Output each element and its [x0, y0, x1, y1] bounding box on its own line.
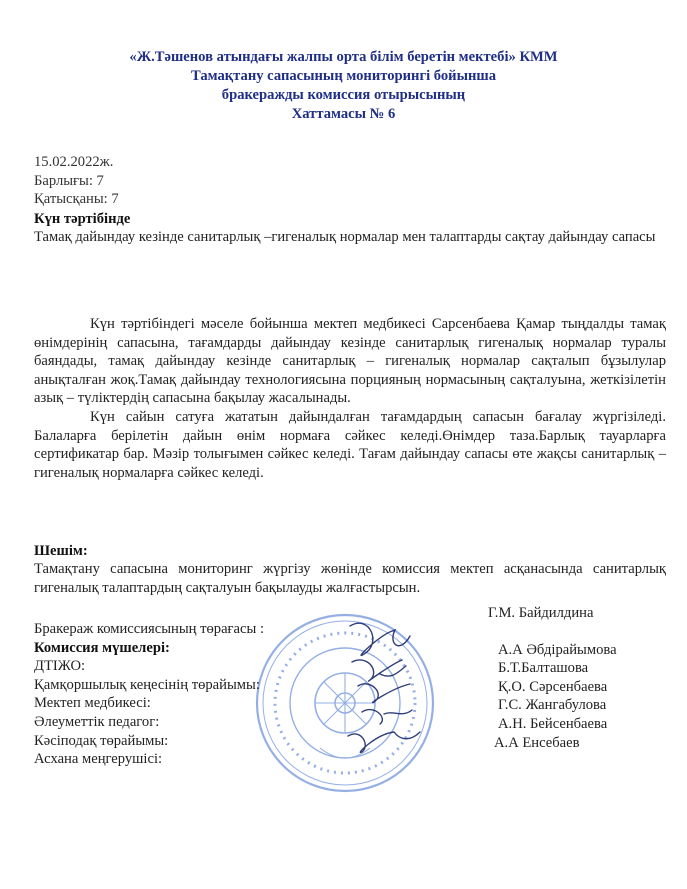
role-6: Асхана меңгерушісі:	[34, 751, 163, 768]
total-count: Барлығы: 7	[34, 172, 104, 189]
body-paragraph-2: Күн сайын сатуға жататын дайындалған тағамдардың сапасын бағалау жүргізіледі. Балаларға берілетін дайын өнім нормаға сәйкес келеді.Өнімдер таза.Барлық тауарларға сертификатар бар. Мәзір толығымен сәйкес келеді. Тағам дайындау сапасы өте жақсы санитарлық – гигеналық нормаларға сәйкес келеді.	[34, 408, 666, 481]
school-name: «Ж.Тәшенов атындағы жалпы орта білім беретін мектебі» КММ	[129, 49, 558, 65]
name-chair: Г.М. Байдилдина	[488, 605, 594, 621]
agenda-title: Күн тәртібінде	[34, 211, 131, 227]
name-6: А.А Енсебаев	[494, 734, 580, 751]
name-5: А.Н. Бейсенбаева	[498, 715, 608, 732]
role-1: ДТІЖО:	[34, 658, 86, 675]
minutes-body	[34, 315, 666, 482]
meeting-meta	[34, 153, 119, 209]
header-subtitle-1: Тамақтану сапасының мониторингі бойынша	[190, 68, 497, 84]
name-1: А.А Әбдірайымова	[498, 641, 617, 658]
decision-title: Шешім:	[34, 543, 88, 559]
commission-roles	[34, 620, 264, 769]
name-4: Г.С. Жангабулова	[498, 697, 607, 714]
document-header	[40, 48, 647, 124]
body-paragraph-1: Күн тәртібіндегі мәселе бойынша мектеп медбикесі Сарсенбаева Қамар тыңдалды тамақ өнімдерінің сапасына, тағамдарды дайындау кезінде санитарлық гигеналық нормалар туралы баяндады, тамақ дайындау кезінде санитарлық – гигеналық нормалар сақталып бұзылулар анықталған жоқ.Тамақ дайындау технологиясына порцияның нормасының сақталуына, жеткізілетін азық – түліктердің сапасына бақылау жасалынады.	[34, 316, 666, 407]
agenda-text: Тамақ дайындау кезінде санитарлық –гигеналық нормалар мен талаптарды сақтау дайындау сапасы	[34, 229, 656, 245]
protocol-number: Хаттамасы № 6	[291, 106, 396, 122]
role-2: Қамқоршылық кеңесінің төрайымы:	[34, 676, 260, 693]
role-chair: Бракераж комиссиясының төрағасы :	[34, 621, 265, 637]
header-subtitle-2: бракеражды комиссия отырысының	[221, 87, 466, 103]
present-count: Қатысқаны: 7	[34, 191, 119, 207]
role-3: Мектеп медбикесі:	[34, 695, 151, 712]
role-5: Кәсіподақ төрайымы:	[34, 732, 169, 749]
decision-text: Тамақтану сапасына мониторинг жүргізу жөнінде комиссия мектеп асқанасында санитарлық гигеналық талаптардың сақталуын бақылауды жалғастырсын.	[34, 561, 666, 596]
meeting-date: 15.02.2022ж.	[34, 154, 114, 170]
role-4: Әлеуметтік педагог:	[34, 713, 160, 730]
commission-names	[488, 604, 617, 752]
members-title: Комиссия мүшелері:	[34, 639, 170, 656]
name-3: Қ.О. Сәрсенбаева	[498, 678, 608, 695]
name-2: Б.Т.Балташова	[498, 660, 589, 677]
signatures	[340, 614, 490, 764]
